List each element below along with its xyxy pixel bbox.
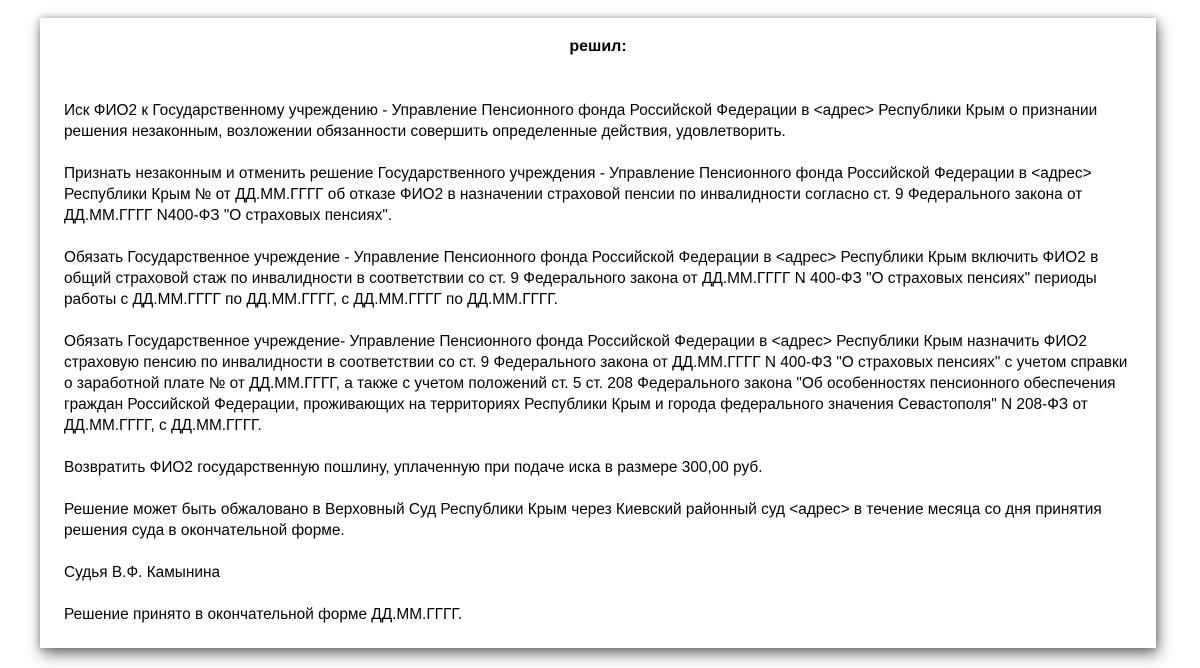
paragraph-final-form-date: Решение принято в окончательной форме ДД.ММ.ГГГГ. bbox=[64, 606, 463, 623]
decision-heading: решил: bbox=[569, 38, 627, 55]
paragraph-refund-fee: Возвратить ФИО2 государственную пошлину, уплаченную при подаче иска в размере 300,00 руб. bbox=[64, 459, 763, 476]
paragraph-include-periods: Обязать Государственное учреждение - Управление Пенсионного фонда Российской Федерации в <адрес> Республики Крым включить ФИО2 в общий страховой стаж по инвалидности в соответствии со ст. 9 Федерального закона от ДД.ММ.ГГГГ N 400-ФЗ "О страховых пенсиях" периоды работы с ДД.ММ.ГГГГ по ДД.ММ.ГГГГ, с ДД.ММ.ГГГГ по ДД.ММ.ГГГГ. bbox=[64, 249, 1099, 308]
document-body bbox=[64, 100, 1134, 646]
paragraph-annul-decision: Признать незаконным и отменить решение Государственного учреждения - Управление Пенсионного фонда Российской Федерации в <адрес> Республики Крым № от ДД.ММ.ГГГГ об отказе ФИО2 в назначении страховой пенсии по инвалидности согласно ст. 9 Федерального закона от ДД.ММ.ГГГГ N400-ФЗ "О страховых пенсиях". bbox=[64, 165, 1092, 224]
paragraph-claim-granted: Иск ФИО2 к Государственному учреждению - Управление Пенсионного фонда Российской Федерации в <адрес> Республики Крым о признании решения незаконным, возложении обязанности совершить определенные действия, удовлетворить. bbox=[64, 102, 1098, 140]
document-page bbox=[40, 18, 1156, 648]
paragraph-assign-pension: Обязать Государственное учреждение- Управление Пенсионного фонда Российской Федерации в <адрес> Республики Крым назначить ФИО2 страховую пенсию по инвалидности в соответствии со ст. 9 Федерального закона от ДД.ММ.ГГГГ N 400-ФЗ "О страховых пенсиях" с учетом справки о заработной плате № от ДД.ММ.ГГГГ, а также с учетом положений ст. 5 ст. 208 Федерального закона "Об особенностях пенсионного обеспечения граждан Российской Федерации, проживающих на территориях Республики Крым и города федерального значения Севастополя" N 208-ФЗ от ДД.ММ.ГГГГ, с ДД.ММ.ГГГГ. bbox=[64, 333, 1128, 434]
paragraph-appeal-notice: Решение может быть обжаловано в Верховный Суд Республики Крым через Киевский районный суд <адрес> в течение месяца со дня принятия решения суда в окончательной форме. bbox=[64, 501, 1102, 539]
paragraph-judge-signature: Судья В.Ф. Камынина bbox=[64, 564, 221, 581]
